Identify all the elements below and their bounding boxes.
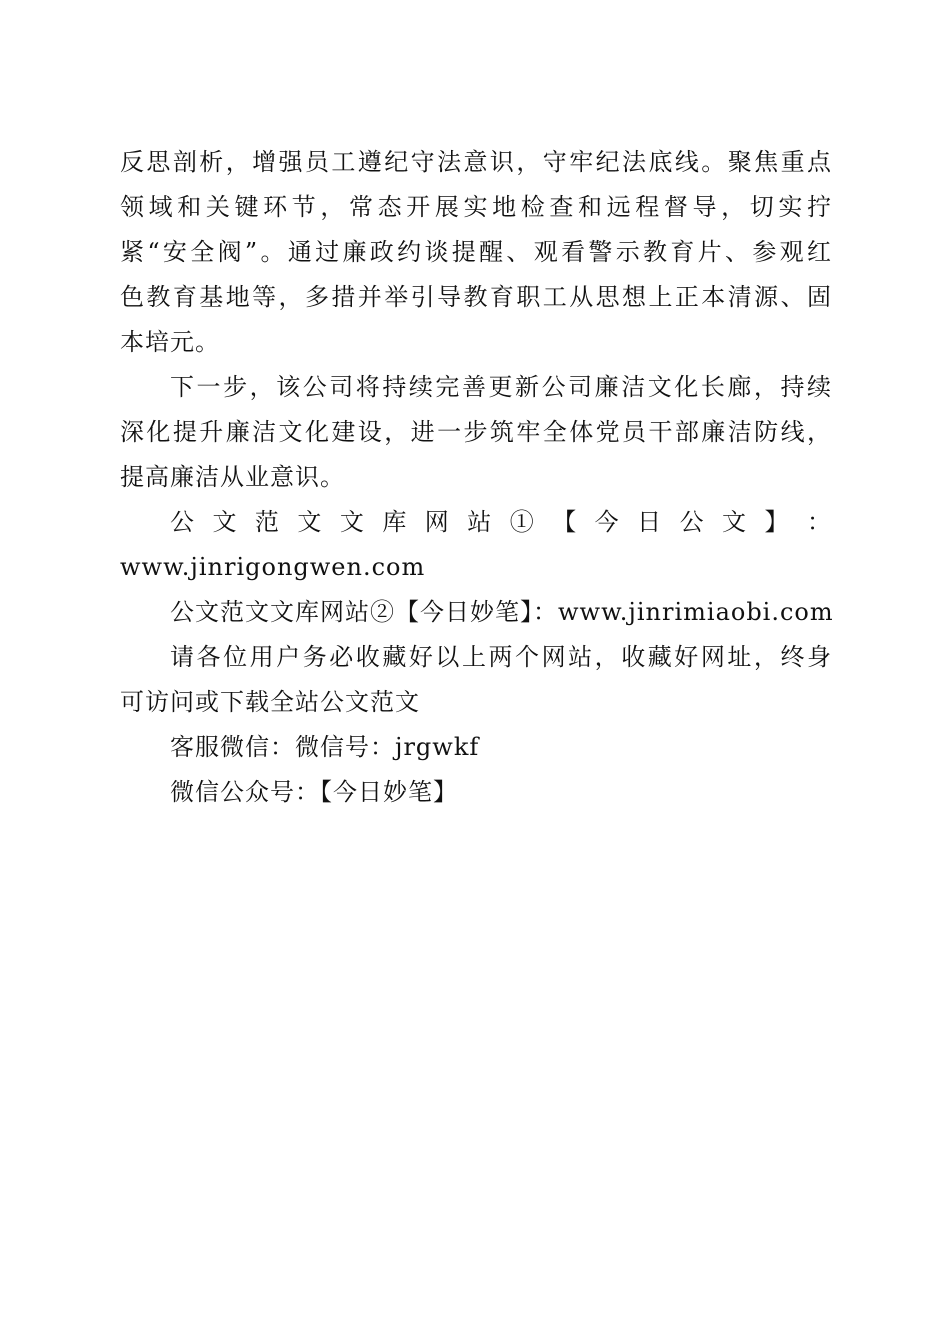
footer-notice [120, 635, 832, 725]
footer-site-2 [120, 590, 832, 635]
paragraph-line: 领域和关键环节，常态开展实地检查和远程督导，切实拧 [120, 193, 832, 221]
site-1-url[interactable]: www.jinrigongwen.com [120, 553, 426, 581]
paragraph-2 [120, 365, 832, 500]
paragraph-line: 反思剖析，增强员工遵纪守法意识，守牢纪法底线。聚焦重点 [120, 148, 832, 176]
paragraph-line: 色教育基地等，多措并举引导教育职工从思想上正本清源、固 [120, 283, 832, 311]
paragraph-line: 本培元。 [120, 328, 220, 356]
paragraph-line: 下一步，该公司将持续完善更新公司廉洁文化长廊，持续 [170, 373, 832, 401]
paragraph-line: 提高廉洁从业意识。 [120, 463, 345, 491]
paragraph-1 [120, 140, 832, 365]
paragraph-line: 紧“安全阀”。通过廉政约谈提醒、观看警示教育片、参观红 [120, 238, 832, 266]
paragraph-line: 深化提升廉洁文化建设，进一步筑牢全体党员干部廉洁防线， [120, 418, 832, 446]
body-text [120, 140, 832, 815]
wechat-service: 客服微信：微信号：jrgwkf [170, 733, 480, 761]
footer-site-1 [120, 500, 832, 590]
site-2-label[interactable]: 公文范文文库网站②【今日妙笔】：www.jinrimiaobi.com [170, 598, 834, 626]
footer-wechat-official [120, 770, 832, 815]
notice-line: 请各位用户务必收藏好以上两个网站，收藏好网址，终身 [170, 643, 832, 671]
notice-line: 可访问或下载全站公文范文 [120, 688, 420, 716]
site-1-label: 公 文 范 文 文 库 网 站 ① 【 今 日 公 文 】 ： [170, 508, 832, 536]
footer-wechat-service [120, 725, 832, 770]
wechat-official: 微信公众号：【今日妙笔】 [170, 778, 458, 806]
